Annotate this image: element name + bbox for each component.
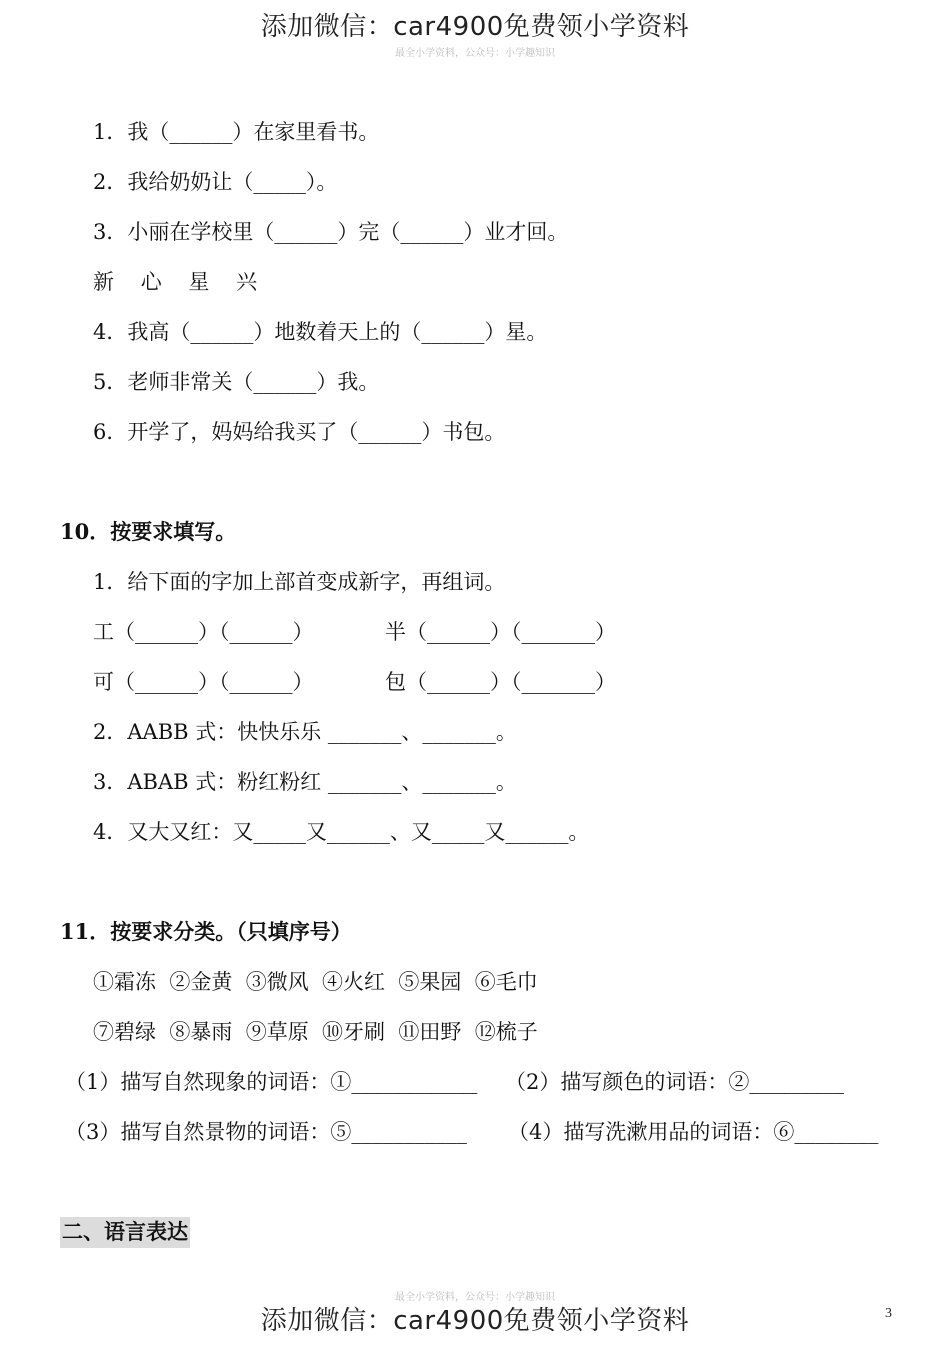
q10-sub-1: 1．给下面的字加上部首变成新字，再组词。 — [93, 570, 506, 594]
q10-row1-right: 半（______）（_______） — [385, 620, 616, 644]
q10-row2-right: 包（______）（_______） — [385, 670, 616, 694]
fill-blank-item-5: 5．老师非常关（______）我。 — [93, 370, 380, 394]
q11-category-4: （4）描写洗漱用品的词语：⑥________ — [508, 1120, 879, 1144]
fill-blank-item-3: 3．小丽在学校里（______）完（______）业才回。 — [93, 220, 569, 244]
faint-footer-text: 最全小学资料，公众号：小学趣知识 — [395, 1292, 555, 1303]
watermark-banner-top: 添加微信：car4900免费领小学资料 — [260, 12, 690, 42]
section-2-title — [60, 1218, 190, 1246]
fill-blank-item-6: 6．开学了，妈妈给我买了（______）书包。 — [93, 420, 506, 444]
q11-words-row-2: ⑦碧绿 ⑧暴雨 ⑨草原 ⑩牙刷 ⑪田野 ⑫梳子 — [93, 1020, 538, 1044]
question-11-title: 11．按要求分类。（只填序号） — [60, 919, 352, 944]
faint-header-text: 最全小学资料，公众号：小学趣知识 — [395, 48, 555, 59]
q10-row1-left: 工（______）（______） — [93, 620, 314, 644]
section-2-title-highlight: 二、语言表达 — [60, 1217, 190, 1248]
fill-blank-item-1: 1．我（______）在家里看书。 — [93, 120, 380, 144]
watermark-banner-bottom: 添加微信：car4900免费领小学资料 — [260, 1306, 690, 1336]
page-number: 3 — [885, 1306, 892, 1321]
q10-sub-4: 4．又大又红：又_____又______、又_____又______。 — [93, 820, 590, 844]
fill-blank-item-2: 2．我给奶奶让（_____）。 — [93, 170, 338, 194]
q11-category-2: （2）描写颜色的词语：②_________ — [505, 1070, 844, 1094]
q10-sub-3: 3．ABAB 式：粉红粉红 _______、_______。 — [93, 770, 517, 794]
character-choices: 新 心 星 兴 — [93, 270, 258, 294]
q11-words-row-1: ①霜冻 ②金黄 ③微风 ④火红 ⑤果园 ⑥毛巾 — [93, 970, 538, 994]
q11-category-3: （3）描写自然景物的词语：⑤___________ — [65, 1120, 467, 1144]
q10-sub-2: 2．AABB 式：快快乐乐 _______、_______。 — [93, 720, 517, 744]
question-10-title: 10．按要求填写。 — [60, 519, 237, 544]
fill-blank-item-4: 4．我高（______）地数着天上的（______）星。 — [93, 320, 548, 344]
q10-row2-left: 可（______）（______） — [93, 670, 314, 694]
q11-category-1: （1）描写自然现象的词语：①____________ — [65, 1070, 478, 1094]
